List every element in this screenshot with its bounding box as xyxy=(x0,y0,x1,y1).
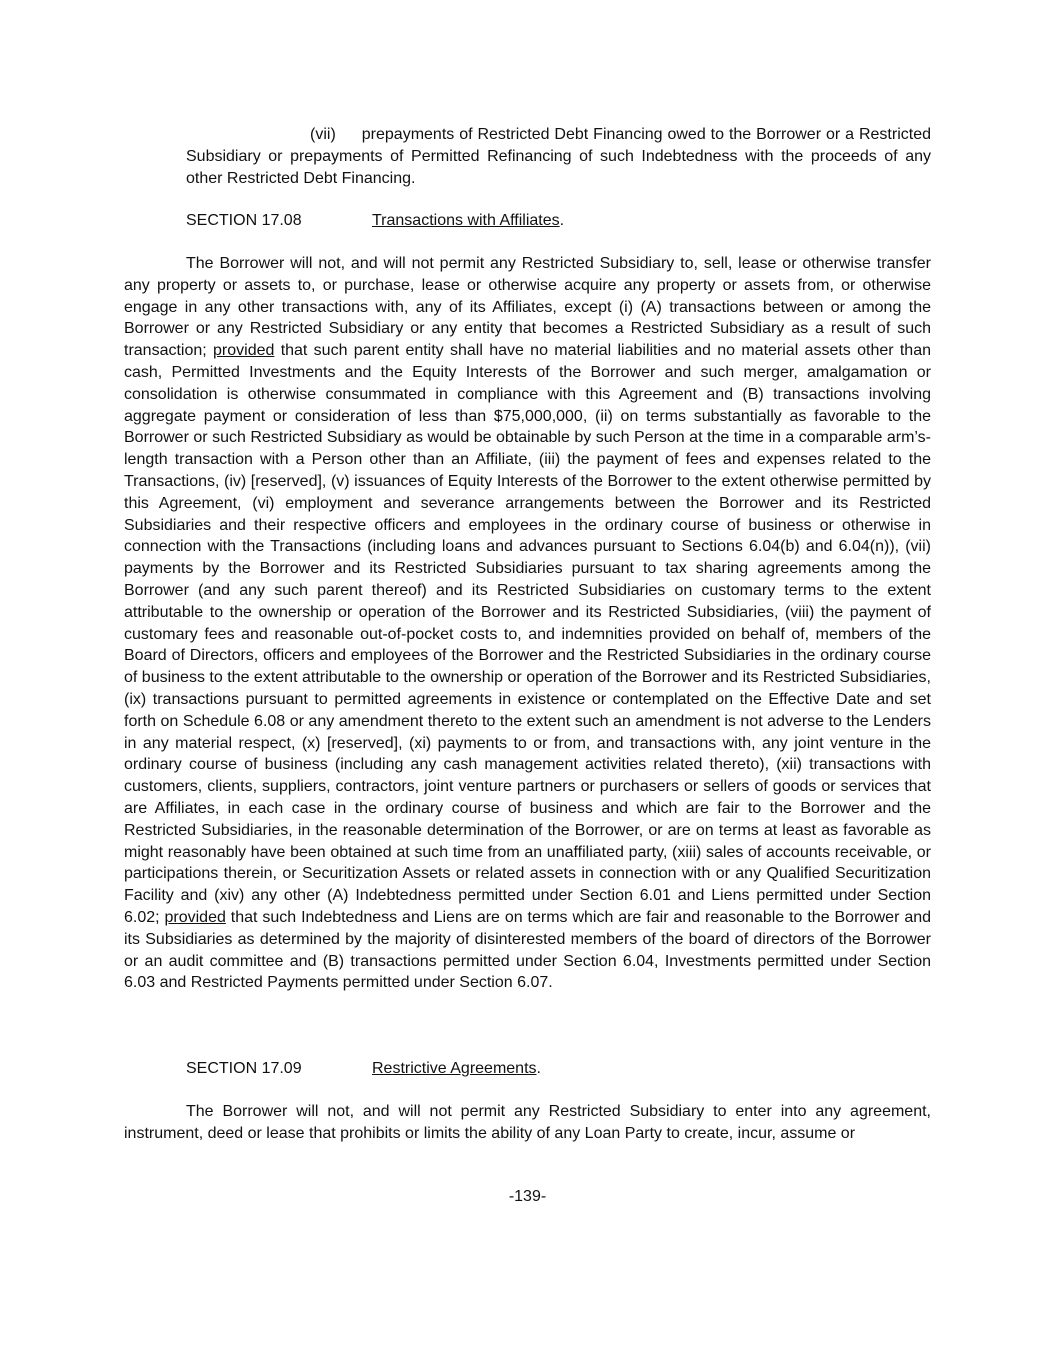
section-17-08-text-1: The Borrower will not, and will not permit any Restricted Subsidiary to, sell, lease or otherwise transfer any property or assets to, or purchase, lease or otherwise acquire any property or assets from, or otherwise engage in any other transactions with, any of its Affiliates, except (i) (A) transactions between or among the Borrower or any Restricted Subsidiary or any entity that becomes a Restricted Subsidiary as a result of such transaction; xyxy=(124,255,931,360)
section-17-08-body xyxy=(124,253,931,994)
section-17-08-text-2: that such parent entity shall have no material liabilities and no material assets other than cash, Permitted Investments and the Equity Interests of the Borrower and such merger, amalgamation or consolidation is otherwise consummated in compliance with this Agreement and (B) transactions involving aggregate payment or consideration of less than $75,000,000, (ii) on terms substantially as favorable to the Borrower or such Restricted Subsidiary as would be obtainable by such Person at the time in a comparable arm’s-length transaction with a Person other than an Affiliate, (iii) the payment of fees and expenses related to the Transactions, (iv) [reserved], (v) issuances of Equity Interests of the Borrower to the extent otherwise permitted by this Agreement, (vi) employment and severance arrangements between the Borrower and its Restricted Subsidiaries and their respective officers and employees in the ordinary course of business or otherwise in connection with the Transactions (including loans and advances pursuant to Sections 6.04(b) and 6.04(n)), (vii) payments by the Borrower and its Restricted Subsidiaries pursuant to tax sharing agreements among the Borrower (and any such parent thereof) and its Restricted Subsidiaries on customary terms to the extent attributable to the ownership or operation of the Borrower and its Restricted Subsidiaries, (viii) the payment of customary fees and reasonable out-of-pocket costs to, and indemnities provided on behalf of, members of the Board of Directors, officers and employees of the Borrower and the Restricted Subsidiaries in the ordinary course of business to the extent attributable to the ownership or operation of the Borrower and its Restricted Subsidiaries, (ix) transactions pursuant to permitted agreements in existence or contemplated on the Effective Date and set forth on Schedule 6.08 or any amendment thereto to the extent such an amendment is not adverse to the Lenders in any material respect, (x) [reserved], (xi) payments to or from, and transactions with, any joint venture in the ordinary course of business (including any cash management activities related thereto), (xii) transactions with customers, clients, suppliers, contractors, joint venture partners or purchasers or sellers of goods or services that are Affiliates, in each case in the ordinary course of business and which are fair to the Borrower and the Restricted Subsidiaries, in the reasonable determination of the Borrower, or are on terms at least as favorable as might reasonably have been obtained at such time from an unaffiliated party, (xiii) sales of accounts receivable, or participations therein, or Securitization Assets or related assets in connection with or any Qualified Securitization Facility and (xiv) any other (A) Indebtedness permitted under Section 6.01 and Liens permitted under Section 6.02; xyxy=(124,342,932,926)
provided-term-1: provided xyxy=(213,342,275,360)
section-17-09-title: Restrictive Agreements xyxy=(372,1060,537,1077)
clause-vii-text: prepayments of Restricted Debt Financing owed to the Borrower or a Restricted Subsidiary or prepayments of Permitted Refinancing of such Indebtedness with the proceeds of any other Restricted Debt Financing. xyxy=(186,126,931,187)
provided-term-2: provided xyxy=(164,908,226,926)
clause-vii xyxy=(186,124,931,189)
page-number: -139- xyxy=(508,1188,547,1205)
section-17-08-heading xyxy=(186,210,564,232)
section-17-08-title-period: . xyxy=(559,212,565,229)
section-17-09-number: SECTION 17.09 xyxy=(186,1060,302,1077)
section-17-09-body xyxy=(124,1101,931,1145)
section-17-08-title: Transactions with Affiliates xyxy=(372,212,560,229)
section-17-09-text: The Borrower will not, and will not permit any Restricted Subsidiary to enter into any agreement, instrument, deed or lease that prohibits or limits the ability of any Loan Party to create, incur, assume or xyxy=(124,1103,931,1142)
section-17-08-number: SECTION 17.08 xyxy=(186,212,302,229)
clause-vii-label: (vii) xyxy=(310,126,336,143)
section-17-09-title-period: . xyxy=(536,1060,541,1077)
section-17-08-text-3: that such Indebtedness and Liens are on terms which are fair and reasonable to the Borrower and its Subsidiaries as determined by the majority of disinterested members of the board of directors of the Borrower or an audit committee and (B) transactions permitted under Section 6.04, Investments permitted under Section 6.03 and Restricted Payments permitted under Section 6.07. xyxy=(124,908,932,992)
section-17-09-heading xyxy=(186,1058,541,1080)
